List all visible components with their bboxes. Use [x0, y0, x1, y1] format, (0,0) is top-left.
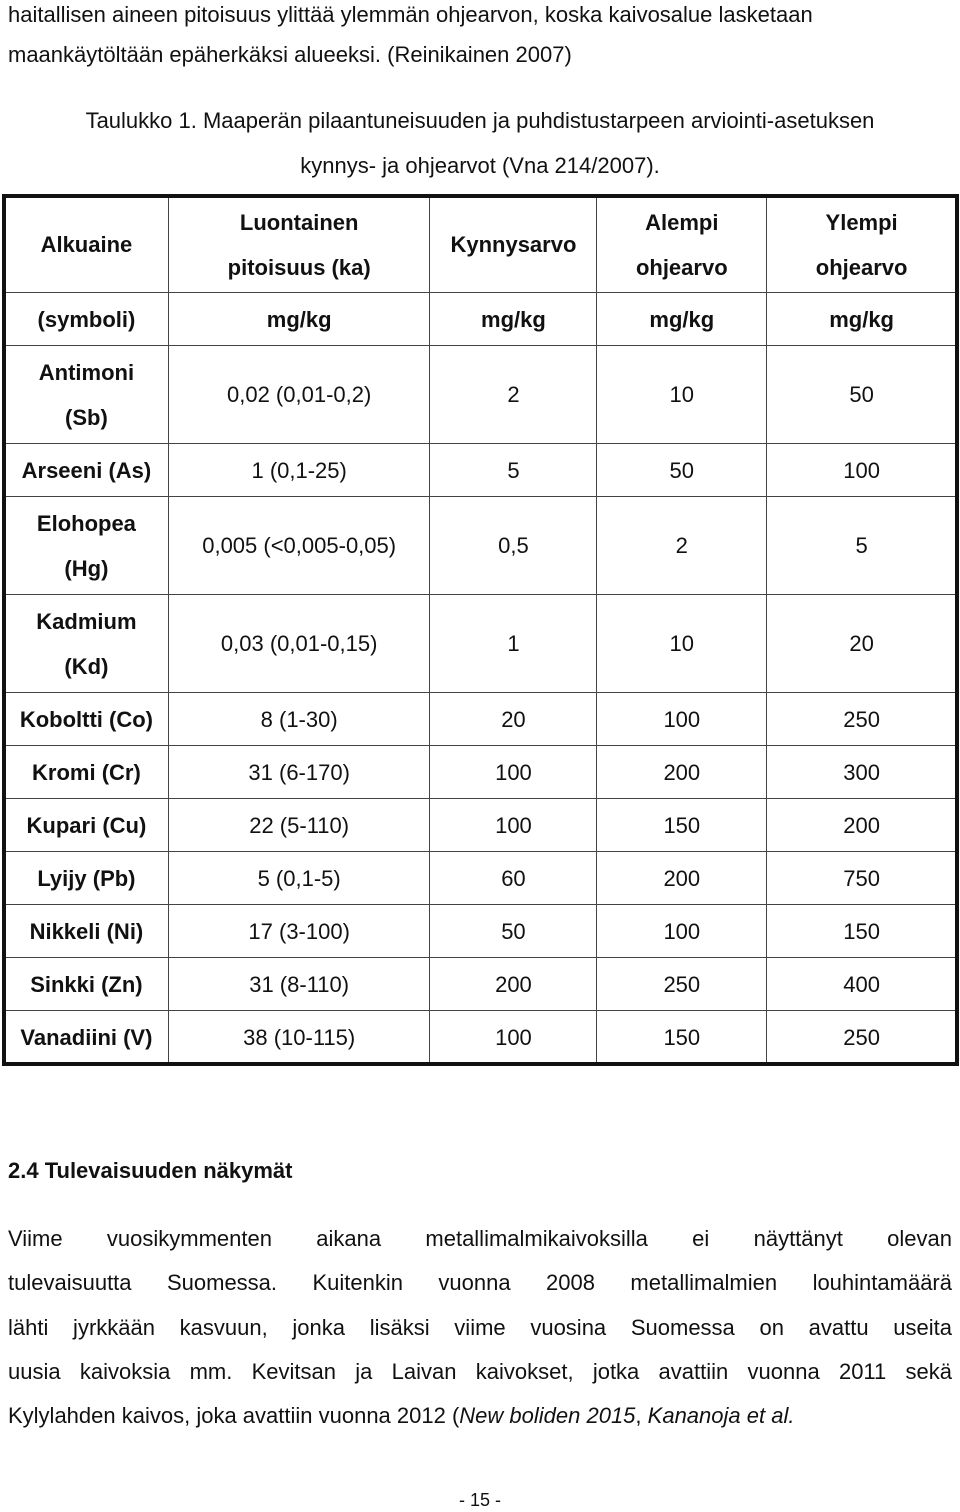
upper-value: 750: [767, 852, 957, 905]
page-number: - 15 -: [458, 1490, 501, 1510]
table-row: [5, 497, 957, 595]
lower-value: 100: [597, 693, 767, 746]
header-lower: Alempi ohjearvo: [597, 197, 767, 293]
table-units-row: [5, 293, 957, 346]
element-name: Arseeni (As): [5, 444, 169, 497]
table-row: [5, 693, 957, 746]
table-row: [5, 346, 957, 444]
lower-value: 150: [597, 1011, 767, 1064]
table-row: [5, 444, 957, 497]
element-name: Sinkki (Zn): [5, 958, 169, 1011]
upper-value: 200: [767, 799, 957, 852]
natural-value: 0,005 (<0,005-0,05): [168, 497, 430, 595]
table-row: [5, 1011, 957, 1064]
upper-value: 5: [767, 497, 957, 595]
upper-value: 250: [767, 693, 957, 746]
natural-value: 31 (8-110): [168, 958, 430, 1011]
natural-value: 38 (10-115): [168, 1011, 430, 1064]
lower-value: 10: [597, 595, 767, 693]
natural-value: 17 (3-100): [168, 905, 430, 958]
upper-value: 300: [767, 746, 957, 799]
threshold-value: 60: [430, 852, 597, 905]
upper-value: 100: [767, 444, 957, 497]
header-element: Alkuaine: [5, 197, 169, 293]
threshold-value: 100: [430, 799, 597, 852]
lower-value: 10: [597, 346, 767, 444]
element-name: Antimoni (Sb): [5, 346, 169, 444]
element-name: Kadmium (Kd): [5, 595, 169, 693]
unit-cell: (symboli): [5, 293, 169, 346]
element-name: Kupari (Cu): [5, 799, 169, 852]
table-row: [5, 958, 957, 1011]
threshold-value: 50: [430, 905, 597, 958]
natural-value: 1 (0,1-25): [168, 444, 430, 497]
header-upper: Ylempi ohjearvo: [767, 197, 957, 293]
element-name: Koboltti (Co): [5, 693, 169, 746]
table-row: [5, 852, 957, 905]
natural-value: 22 (5-110): [168, 799, 430, 852]
threshold-value: 2: [430, 346, 597, 444]
upper-value: 250: [767, 1011, 957, 1064]
element-name: Elohopea (Hg): [5, 497, 169, 595]
natural-value: 0,02 (0,01-0,2): [168, 346, 430, 444]
lower-value: 200: [597, 852, 767, 905]
unit-cell: mg/kg: [168, 293, 430, 346]
threshold-value: 20: [430, 693, 597, 746]
threshold-value: 0,5: [430, 497, 597, 595]
table-row: [5, 799, 957, 852]
unit-cell: mg/kg: [597, 293, 767, 346]
reference-values-table: [4, 196, 957, 1064]
unit-cell: mg/kg: [430, 293, 597, 346]
natural-value: 31 (6-170): [168, 746, 430, 799]
paragraph-line: uusia kaivoksia mm. Kevitsan ja Laivan kaivokset, jotka avattiin vuonna 2011 sekä: [8, 1359, 952, 1384]
natural-value: 5 (0,1-5): [168, 852, 430, 905]
table-row: [5, 905, 957, 958]
lower-value: 200: [597, 746, 767, 799]
element-name: Nikkeli (Ni): [5, 905, 169, 958]
lower-value: 250: [597, 958, 767, 1011]
threshold-value: 5: [430, 444, 597, 497]
unit-cell: mg/kg: [767, 293, 957, 346]
table-caption-line-1: Taulukko 1. Maaperän pilaantuneisuuden ja puhdistustarpeen arviointi-asetuksen: [85, 108, 875, 133]
lower-value: 2: [597, 497, 767, 595]
threshold-value: 100: [430, 746, 597, 799]
table-header-row: [5, 197, 957, 293]
upper-value: 20: [767, 595, 957, 693]
citation: New boliden 2015: [459, 1403, 636, 1428]
upper-value: 400: [767, 958, 957, 1011]
element-name: Lyijy (Pb): [5, 852, 169, 905]
lower-value: 150: [597, 799, 767, 852]
paragraph-line: lähti jyrkkään kasvuun, jonka lisäksi viime vuosina Suomessa on avattu useita: [8, 1315, 952, 1340]
paragraph-line: tulevaisuutta Suomessa. Kuitenkin vuonna 2008 metallimalmien louhintamäärä: [8, 1270, 952, 1295]
threshold-value: 100: [430, 1011, 597, 1064]
intro-line-2: maankäytöltään epäherkäksi alueeksi. (Reinikainen 2007): [8, 42, 572, 67]
natural-value: 8 (1-30): [168, 693, 430, 746]
paragraph-line: Viime vuosikymmenten aikana metallimalmikaivoksilla ei näyttänyt olevan: [8, 1226, 952, 1251]
upper-value: 50: [767, 346, 957, 444]
element-name: Kromi (Cr): [5, 746, 169, 799]
table-row: [5, 595, 957, 693]
threshold-value: 200: [430, 958, 597, 1011]
threshold-value: 1: [430, 595, 597, 693]
lower-value: 100: [597, 905, 767, 958]
element-name: Vanadiini (V): [5, 1011, 169, 1064]
intro-line-1: haitallisen aineen pitoisuus ylittää ylemmän ohjearvon, koska kaivosalue lasketaan: [8, 2, 813, 27]
table-caption-line-2: kynnys- ja ohjearvot (Vna 214/2007).: [300, 153, 660, 178]
upper-value: 150: [767, 905, 957, 958]
natural-value: 0,03 (0,01-0,15): [168, 595, 430, 693]
paragraph-line: Kylylahden kaivos, joka avattiin vuonna 2012 (New boliden 2015, Kananoja et al.: [8, 1403, 795, 1428]
section-heading: 2.4 Tulevaisuuden näkymät: [8, 1158, 293, 1183]
header-natural: Luontainen pitoisuus (ka): [168, 197, 430, 293]
table-row: [5, 746, 957, 799]
lower-value: 50: [597, 444, 767, 497]
header-threshold: Kynnysarvo: [430, 197, 597, 293]
citation: Kananoja et al.: [647, 1403, 795, 1428]
